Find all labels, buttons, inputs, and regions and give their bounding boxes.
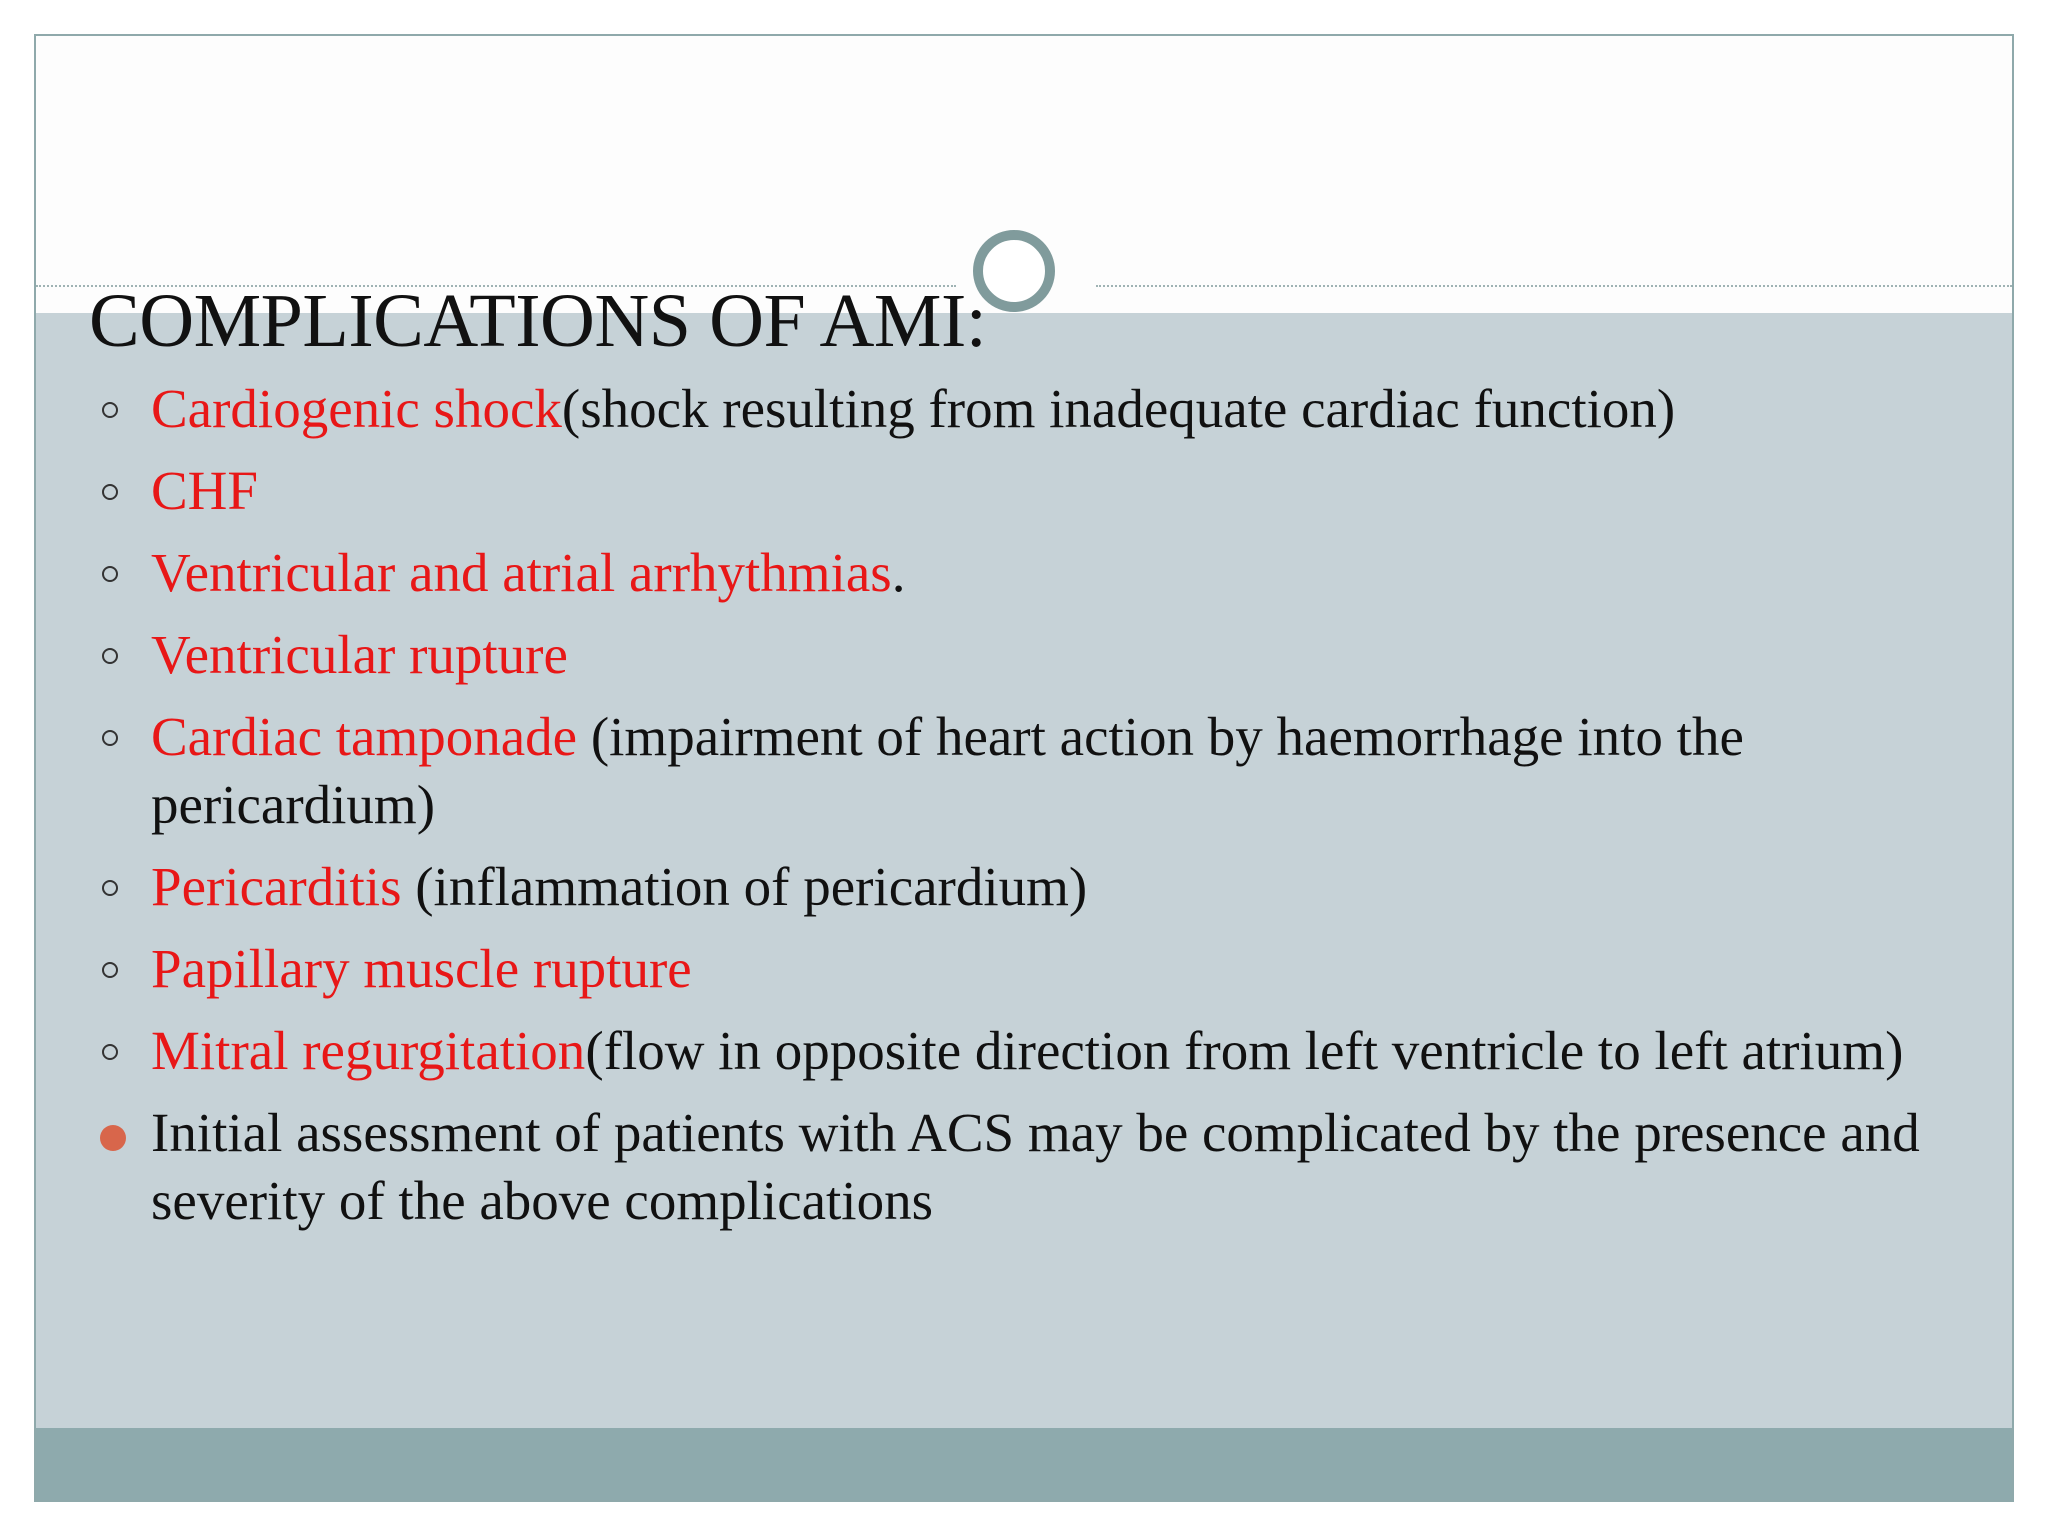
slide-title: COMPLICATIONS OF AMI: [89,279,987,363]
ring-bullet-icon [102,962,118,978]
item-description: . [891,542,906,603]
item-term: Cardiac tamponade [151,706,578,767]
item-term: Ventricular and atrial arrhythmias [151,542,892,603]
item-term: Cardiogenic shock [151,378,562,439]
list-item-papillary-muscle-rupture [89,935,1939,1003]
assessment-note-text: Initial assessment of patients with ACS may be complicated by the presence and severity of the above complications [151,1102,1920,1231]
list-item-mitral-regurgitation [89,1017,1939,1085]
complications-list [89,375,1939,1249]
ring-bullet-icon [102,484,118,500]
item-term: CHF [151,460,258,521]
list-item-arrhythmias [89,539,1939,607]
ring-bullet-icon [102,730,118,746]
divider-line-right [1096,285,2012,287]
list-item-ventricular-rupture [89,621,1939,689]
ring-bullet-icon [102,402,118,418]
list-item-cardiogenic-shock [89,375,1939,443]
item-term: Papillary muscle rupture [151,938,692,999]
item-description: (impairment of heart action by haemorrhage into the pericardium) [151,706,1744,835]
list-item-pericarditis [89,853,1939,921]
list-item-cardiac-tamponade [89,703,1939,839]
item-description: (inflammation of pericardium) [401,856,1088,917]
ring-bullet-icon [102,1044,118,1060]
item-description: (flow in opposite direction from left ventricle to left atrium) [585,1020,1904,1081]
filled-bullet-icon [100,1125,126,1151]
item-term: Pericarditis [151,856,402,917]
item-term: Ventricular rupture [151,624,568,685]
item-term: Mitral regurgitation [151,1020,586,1081]
ring-bullet-icon [102,880,118,896]
list-item-assessment-note [89,1099,1939,1235]
footer-band [36,1428,2012,1500]
ring-bullet-icon [102,566,118,582]
list-item-chf [89,457,1939,525]
item-description: (shock resulting from inadequate cardiac function) [561,378,1676,439]
ring-bullet-icon [102,648,118,664]
